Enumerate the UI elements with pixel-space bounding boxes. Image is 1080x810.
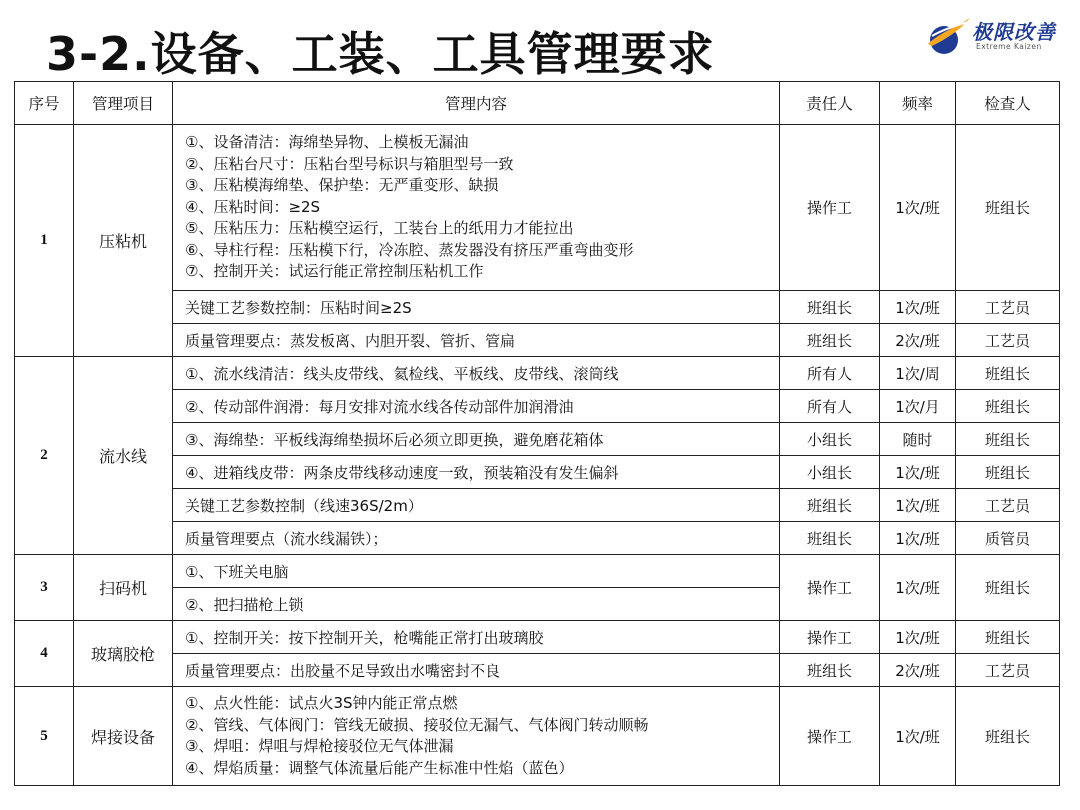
row-frequency: 1次/班 [880,522,956,555]
table-row [15,687,1060,786]
row-owner: 操作工 [780,687,880,786]
row-owner: 所有人 [780,357,880,390]
row-owner: 所有人 [780,390,880,423]
row-checker: 班组长 [956,125,1060,291]
table-row [15,621,1060,654]
row-owner: 小组长 [780,423,880,456]
row-frequency: 1次/班 [880,489,956,522]
row-content [173,125,780,291]
row-content: ④、进箱线皮带：两条皮带线移动速度一致，预装箱没有发生偏斜 [173,456,780,489]
row-number: 1 [15,125,74,357]
content-line: ②、压粘台尺寸：压粘台型号标识与箱胆型号一致 [185,154,514,173]
logo-subtext: Extreme Kaizen [976,42,1042,51]
logo-text: 极限改善 [972,20,1056,44]
row-item: 压粘机 [74,125,173,357]
logo [924,12,1074,60]
row-content: ②、把扫描枪上锁 [173,588,780,621]
row-frequency: 1次/班 [880,555,956,621]
row-frequency: 1次/月 [880,390,956,423]
row-item: 流水线 [74,357,173,555]
row-checker: 班组长 [956,357,1060,390]
page-title: 3-2.设备、工装、工具管理要求 [46,27,715,81]
content-line: ③、焊咀：焊咀与焊枪接驳位无气体泄漏 [185,737,454,755]
row-content: ①、下班关电脑 [173,555,780,588]
row-checker: 工艺员 [956,654,1060,687]
header-seq: 序号 [15,82,74,125]
header-content: 管理内容 [173,82,780,125]
row-owner: 班组长 [780,489,880,522]
row-checker: 班组长 [956,390,1060,423]
row-frequency: 1次/班 [880,621,956,654]
row-frequency: 1次/周 [880,357,956,390]
row-owner: 操作工 [780,555,880,621]
row-checker: 工艺员 [956,291,1060,324]
row-content: 质量管理要点：蒸发板离、内胆开裂、管折、管扁 [173,324,780,357]
management-table [14,81,1060,786]
row-owner: 班组长 [780,324,880,357]
content-line: ④、焊焰质量：调整气体流量后能产生标准中性焰（蓝色） [185,758,574,777]
table-row [15,125,1060,291]
row-item: 焊接设备 [74,687,173,786]
content-line: ⑥、导柱行程：压粘模下行，冷冻腔、蒸发器没有挤压严重弯曲变形 [185,240,634,259]
row-item: 玻璃胶枪 [74,621,173,687]
row-owner: 小组长 [780,456,880,489]
table-header-row [15,82,1060,125]
table-row [15,357,1060,390]
row-content: ③、海绵垫：平板线海绵垫损坏后必须立即更换，避免磨花箱体 [173,423,780,456]
row-content: ①、流水线清洁：线头皮带线、氦检线、平板线、皮带线、滚筒线 [173,357,780,390]
row-content: ②、传动部件润滑：每月安排对流水线各传动部件加润滑油 [173,390,780,423]
row-checker: 班组长 [956,423,1060,456]
row-frequency: 1次/班 [880,291,956,324]
row-owner: 班组长 [780,654,880,687]
content-line: ⑦、控制开关：试运行能正常控制压粘机工作 [185,262,484,281]
content-line: ③、压粘模海绵垫、保护垫：无严重变形、缺损 [185,176,499,195]
row-content: 关键工艺参数控制：压粘时间≥2S [173,291,780,324]
row-checker: 质管员 [956,522,1060,555]
row-number: 3 [15,555,74,621]
row-number: 4 [15,621,74,687]
content-line: ①、点火性能：试点火3S钟内能正常点燃 [185,694,458,712]
content-line: ④、压粘时间：≥2S [185,197,321,216]
row-checker: 班组长 [956,687,1060,786]
row-owner: 操作工 [780,621,880,654]
header-item: 管理项目 [74,82,173,125]
row-frequency: 2次/班 [880,654,956,687]
row-item: 扫码机 [74,555,173,621]
header-checker: 检查人 [956,82,1060,125]
row-content: ①、控制开关：按下控制开关，枪嘴能正常打出玻璃胶 [173,621,780,654]
row-content: 质量管理要点（流水线漏铁）； [173,522,780,555]
row-checker: 工艺员 [956,324,1060,357]
row-number: 5 [15,687,74,786]
row-content: 质量管理要点：出胶量不足导致出水嘴密封不良 [173,654,780,687]
row-checker: 班组长 [956,621,1060,654]
row-checker: 工艺员 [956,489,1060,522]
row-owner: 操作工 [780,125,880,291]
row-checker: 班组长 [956,456,1060,489]
row-frequency: 1次/班 [880,687,956,786]
header-frequency: 频率 [880,82,956,125]
logo-swoosh-icon [924,12,972,60]
content-line: ①、设备清洁：海绵垫异物、上模板无漏油 [185,133,469,152]
row-frequency: 2次/班 [880,324,956,357]
row-frequency: 随时 [880,423,956,456]
row-content [173,687,780,786]
row-number: 2 [15,357,74,555]
table-row [15,555,1060,588]
row-content: 关键工艺参数控制（线速36S/2m） [173,489,780,522]
row-frequency: 1次/班 [880,456,956,489]
row-checker: 班组长 [956,555,1060,621]
row-owner: 班组长 [780,522,880,555]
row-owner: 班组长 [780,291,880,324]
row-frequency: 1次/班 [880,125,956,291]
content-line: ②、管线、气体阀门：管线无破损、接驳位无漏气、气体阀门转动顺畅 [185,715,649,734]
header-owner: 责任人 [780,82,880,125]
content-line: ⑤、压粘压力：压粘模空运行，工装台上的纸用力才能拉出 [185,219,574,238]
